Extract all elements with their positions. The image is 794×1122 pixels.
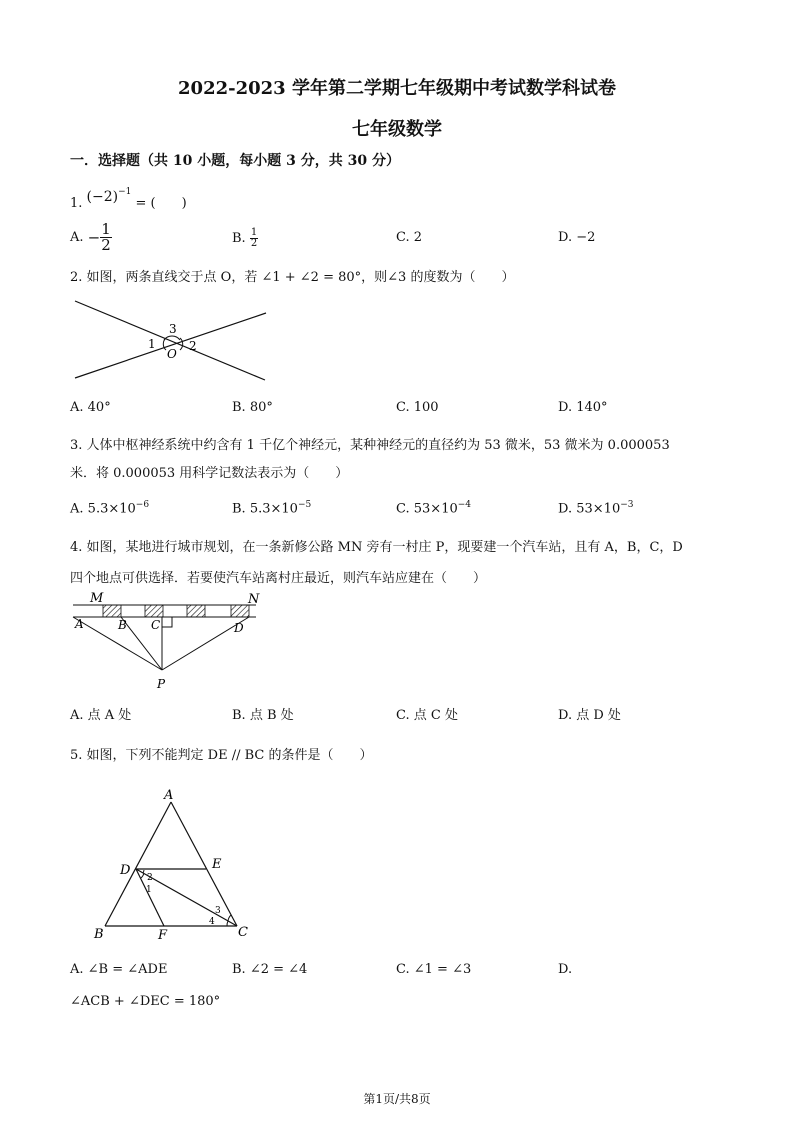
option-label: D. <box>558 230 573 245</box>
q2-option-d[interactable]: D. 140° <box>558 400 608 415</box>
option-exponent: −6 <box>135 500 150 510</box>
section-heading: 一．选择题（共 10 小题，每小题 3 分，共 30 分） <box>70 153 400 169</box>
q4-option-c[interactable]: C. 点 C 处 <box>396 708 458 723</box>
label-B: B <box>118 618 127 632</box>
label-M: M <box>90 591 104 606</box>
q5-option-a[interactable]: A. ∠B = ∠ADE <box>70 962 168 977</box>
q3-option-b[interactable] <box>232 500 311 516</box>
label-P: P <box>157 677 166 691</box>
option-base: 5.3×10 <box>87 501 136 517</box>
numerator: 1 <box>250 227 258 238</box>
option-value: 2 <box>413 230 423 245</box>
option-label: C. <box>396 501 410 517</box>
q1-option-b[interactable] <box>232 228 258 249</box>
question-5-stem: 5. 如图，下列不能判定 DE // BC 的条件是（ ） <box>70 748 373 763</box>
angle-3-arc <box>228 915 231 921</box>
option-label: D. <box>558 501 573 517</box>
option-base: 5.3×10 <box>249 501 298 517</box>
q1-option-a[interactable] <box>70 222 112 253</box>
label-N: N <box>248 592 260 607</box>
q4-option-d[interactable]: D. 点 D 处 <box>558 708 621 723</box>
q1-option-d[interactable] <box>558 230 595 245</box>
option-label: A. <box>70 501 84 517</box>
label-D: D <box>234 621 244 635</box>
fraction <box>250 228 258 249</box>
q5-option-d-label[interactable]: D. <box>558 962 573 977</box>
question-1-stem <box>70 186 187 211</box>
q1-tail: = ( ) <box>135 196 187 211</box>
label-B: B <box>94 927 104 942</box>
angle-1-arc <box>141 873 144 878</box>
q3-option-a[interactable] <box>70 500 149 516</box>
question-number: 1. <box>70 196 83 211</box>
numerator: 1 <box>101 220 111 238</box>
q5-option-b[interactable]: B. ∠2 = ∠4 <box>232 962 308 977</box>
label-C: C <box>238 925 248 940</box>
angle-label-3: 3 <box>215 906 221 916</box>
triangle-figure <box>88 782 270 942</box>
q5-option-c[interactable]: C. ∠1 = ∠3 <box>396 962 472 977</box>
label-D: D <box>120 863 131 878</box>
q1-exponent: −1 <box>118 186 132 197</box>
road-village-figure <box>70 590 266 696</box>
denominator: 2 <box>101 236 111 254</box>
q3-option-d[interactable] <box>558 500 634 516</box>
label-E: E <box>212 857 222 872</box>
q4-option-b[interactable]: B. 点 B 处 <box>232 708 294 723</box>
minus-sign: − <box>87 228 101 247</box>
q2-option-c[interactable]: C. 100 <box>396 400 439 415</box>
option-label: B. <box>232 501 246 517</box>
question-3-line-1: 3. 人体中枢神经系统中约含有 1 千亿个神经元，某种神经元的直径约为 53 微米，53 微米为 0.000053 <box>70 438 670 453</box>
option-value: −2 <box>576 230 596 245</box>
option-exponent: −4 <box>457 500 472 510</box>
fraction <box>100 222 112 253</box>
option-exponent: −5 <box>297 500 312 510</box>
label-3: 3 <box>169 322 177 336</box>
label-A: A <box>164 788 174 803</box>
option-label: C. <box>396 230 410 245</box>
side-AB <box>105 802 171 926</box>
angle-label-4: 4 <box>209 917 215 927</box>
angle-4-arc <box>227 921 228 926</box>
label-O: O <box>167 347 177 361</box>
option-base: 53×10 <box>576 501 621 517</box>
right-angle-mark <box>162 617 172 627</box>
q3-option-c[interactable] <box>396 500 471 516</box>
angle-2-arc <box>143 870 144 873</box>
exam-title: 2022-2023 学年第二学期七年级期中考试数学科试卷 <box>178 78 616 99</box>
option-label: A. <box>70 230 84 245</box>
hatch-block <box>231 605 249 617</box>
angle-label-1: 1 <box>146 885 152 895</box>
label-1: 1 <box>148 337 156 351</box>
q1-option-c[interactable] <box>396 230 422 245</box>
option-base: 53×10 <box>413 501 458 517</box>
label-C: C <box>151 618 161 632</box>
q4-option-a[interactable]: A. 点 A 处 <box>70 708 132 723</box>
question-2-stem: 2. 如图，两条直线交于点 O，若 ∠1 + ∠2 = 80°，则∠3 的度数为（ ） <box>70 270 515 285</box>
option-exponent: −3 <box>620 500 634 510</box>
angle-2-arc <box>180 338 183 350</box>
option-label: B. <box>232 231 246 246</box>
hatch-block <box>145 605 163 617</box>
page-number: 第1页/共8页 <box>363 1092 431 1106</box>
label-2: 2 <box>189 339 197 353</box>
q1-base: (−2) <box>86 189 119 205</box>
intersecting-lines-figure <box>70 296 280 388</box>
question-3-line-2: 米．将 0.000053 用科学记数法表示为（ ） <box>70 466 349 481</box>
question-4-line-2: 四个地点可供选择．若要使汽车站离村庄最近，则汽车站应建在（ ） <box>70 571 487 586</box>
angle-label-2: 2 <box>147 873 153 883</box>
q2-option-a[interactable]: A. 40° <box>70 400 111 415</box>
question-4-line-1: 4. 如图，某地进行城市规划，在一条新修公路 MN 旁有一村庄 P，现要建一个汽车站，且有 A，B，C，D <box>70 540 683 555</box>
label-A: A <box>75 617 84 631</box>
q5-option-d-text[interactable]: ∠ACB + ∠DEC = 180° <box>70 994 221 1009</box>
hatch-block <box>187 605 205 617</box>
denominator: 2 <box>250 238 258 249</box>
hatch-block <box>103 605 121 617</box>
q2-option-b[interactable]: B. 80° <box>232 400 273 415</box>
label-F: F <box>158 928 168 942</box>
exam-subtitle: 七年级数学 <box>352 119 442 140</box>
